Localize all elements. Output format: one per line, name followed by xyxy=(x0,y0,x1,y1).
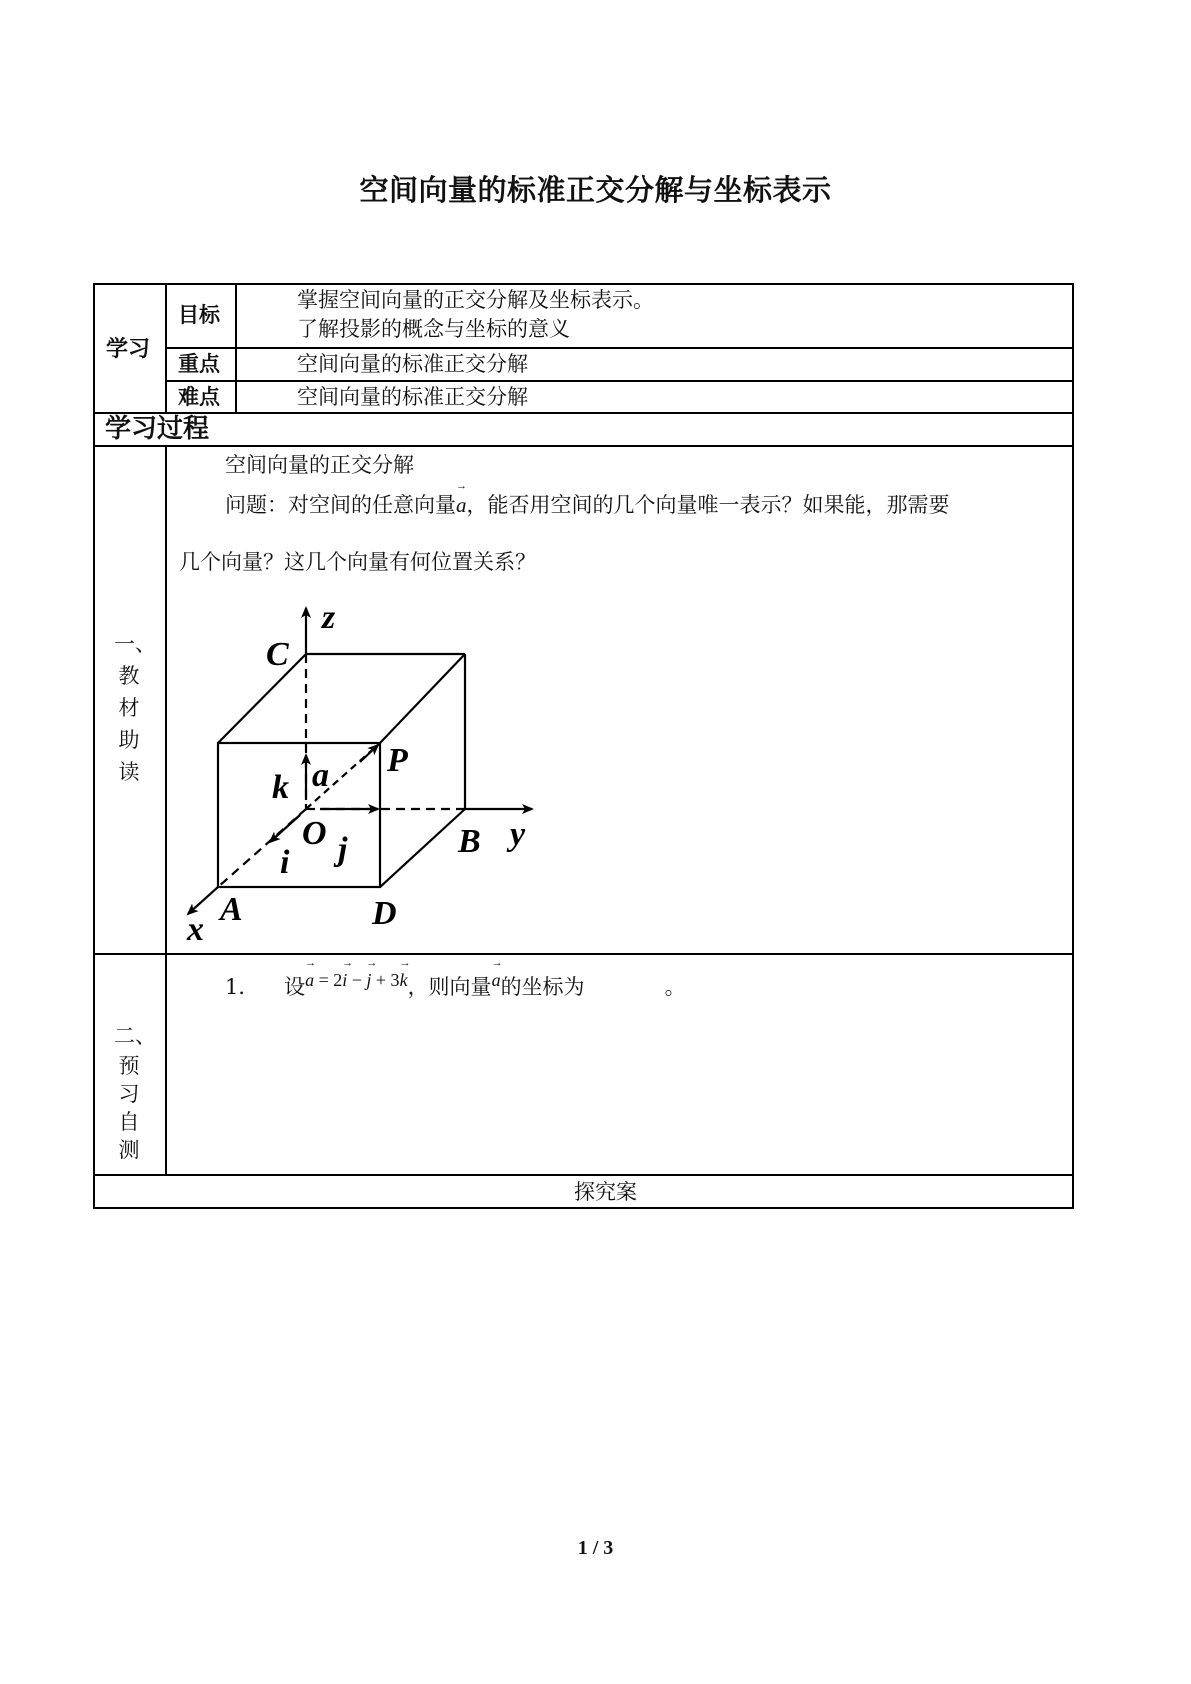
table-bottom-border xyxy=(93,1207,1074,1209)
vector-label-i: i xyxy=(280,844,290,881)
point-label-d: D xyxy=(372,895,397,932)
row-label-key: 重点 xyxy=(178,352,220,376)
vector-a: → a xyxy=(456,493,467,518)
point-label-p: P xyxy=(387,742,408,779)
difficulty-text: 空间向量的标准正交分解 xyxy=(297,385,528,409)
goal-line-1: 掌握空间向量的正交分解及坐标表示。 xyxy=(297,288,654,312)
point-label-o: O xyxy=(302,815,327,852)
section2-label: 二、 预 习 自 测 xyxy=(114,1024,156,1162)
row-divider-section2 xyxy=(93,1174,1074,1176)
section1-question-line1: 问题：对空间的任意向量→ a，能否用空间的几个向量唯一表示？如果能，那需要 xyxy=(225,493,950,518)
table-top-border xyxy=(93,283,1074,285)
row-divider-header-end xyxy=(93,412,1074,414)
axis-label-z: z xyxy=(322,600,336,636)
col-divider-body xyxy=(165,445,167,1176)
point-label-b: B xyxy=(458,823,481,860)
section1-label: 一、 教 材 助 读 xyxy=(114,632,156,784)
explore-section-label: 探究案 xyxy=(574,1180,637,1204)
cube-coordinate-figure xyxy=(170,600,550,950)
table-left-border xyxy=(93,283,95,1209)
key-point-text: 空间向量的标准正交分解 xyxy=(297,352,528,376)
goal-line-2: 了解投影的概念与坐标的意义 xyxy=(297,317,570,341)
table-right-border xyxy=(1072,283,1074,1209)
row-divider-process xyxy=(93,445,1074,447)
section1-question-line2: 几个向量？这几个向量有何位置关系？ xyxy=(179,550,536,574)
point-label-c: C xyxy=(266,636,289,673)
section-label-study: 学习 xyxy=(106,337,151,362)
axis-label-y: y xyxy=(510,816,526,853)
vector-label-j: j xyxy=(338,831,348,868)
point-label-a: A xyxy=(220,891,243,928)
document-title: 空间向量的标准正交分解与坐标表示 xyxy=(359,173,832,207)
vector-formula: → a = 2→ i − → j + 3→ k xyxy=(305,970,408,990)
preview-question-1: 1． 设→ a = 2→ i − → j + 3→ k，则向量→ a的坐标为 。 xyxy=(225,975,686,1000)
vector-label-a: a xyxy=(312,757,329,794)
row-divider-section1 xyxy=(93,953,1074,955)
row-label-difficulty: 难点 xyxy=(178,385,220,409)
process-heading: 学习过程 xyxy=(105,414,210,444)
row-divider-key xyxy=(165,380,1073,382)
page-number: 1 / 3 xyxy=(577,1537,614,1559)
row-divider-goal xyxy=(165,347,1073,349)
section1-subtitle: 空间向量的正交分解 xyxy=(225,453,414,477)
axis-label-x: x xyxy=(187,911,204,948)
vector-label-k: k xyxy=(272,769,289,806)
row-label-goal: 目标 xyxy=(178,303,220,327)
